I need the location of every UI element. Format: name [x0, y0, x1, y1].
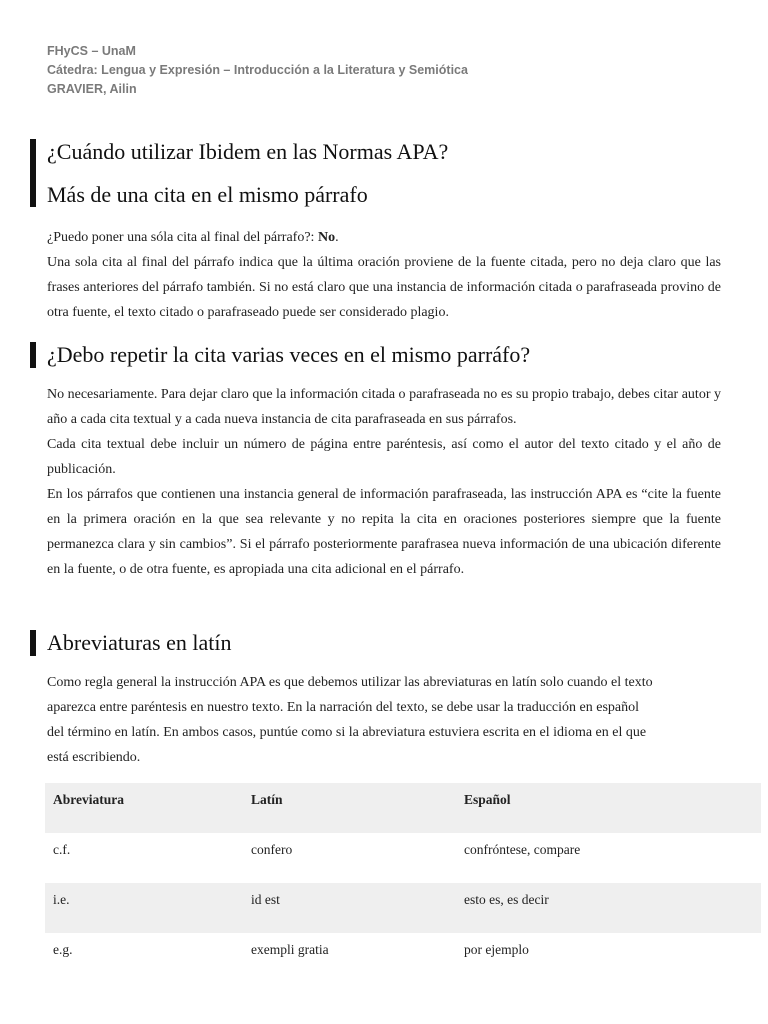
- table-cell: e.g.: [53, 942, 73, 957]
- answer-text: No: [317, 230, 336, 245]
- section-ibidem: [0, 137, 768, 325]
- paragraph: Cada cita textual debe incluir un número de página entre paréntesis, así como el autor del texto citado y el año de publicación.: [47, 437, 721, 477]
- heading-multiple-citations: Más de una cita en el mismo párrafo: [47, 182, 368, 207]
- table-row: [45, 833, 761, 883]
- paragraph-line: Como regla general la instrucción APA es que debemos utilizar las abreviaturas en latín solo cuando el texto: [47, 675, 653, 690]
- heading-latin-abbreviations: Abreviaturas en latín: [47, 630, 232, 655]
- document-header: [47, 42, 468, 99]
- table-row: [45, 933, 761, 983]
- column-header-abbreviation: Abreviatura: [53, 792, 124, 807]
- heading-bar: [30, 139, 36, 207]
- table-row: [45, 883, 761, 933]
- header-institution: FHyCS – UnaM: [47, 44, 136, 58]
- section-ibidem-body: [47, 225, 721, 325]
- question-text: ¿Puedo poner una sóla cita al final del párrafo?:: [47, 230, 318, 245]
- section-repeat-citation: [0, 342, 768, 582]
- section-repeat-heading: [0, 342, 768, 368]
- section-ibidem-heading: [0, 139, 768, 208]
- table-header-row: [45, 783, 761, 833]
- paragraph-line: aparezca entre paréntesis en nuestro texto. En la narración del texto, se debe usar la traducción en español: [47, 700, 640, 715]
- section-repeat-body: [47, 382, 721, 582]
- table-cell: c.f.: [53, 842, 71, 857]
- table-cell: i.e.: [53, 892, 70, 907]
- question-line: [47, 225, 721, 250]
- table-cell: por ejemplo: [464, 942, 529, 957]
- abbreviations-table: [45, 783, 761, 983]
- table-cell: confróntese, compare: [464, 842, 581, 857]
- table-cell: confero: [251, 842, 293, 857]
- heading-bar: [30, 342, 36, 368]
- column-header-latin: Latín: [251, 792, 283, 807]
- section-latin-abbreviations: [0, 630, 768, 770]
- header-course: Cátedra: Lengua y Expresión – Introducción a la Literatura y Semiótica: [47, 63, 468, 77]
- section-latin-body: [47, 670, 721, 770]
- paragraph: En los párrafos que contienen una instancia general de información parafraseada, las instrucción APA es “cite la fuente en la primera oración en la que sea relevante y no repita la cita en oraciones posteriores siempre que la fuente permanezca clara y sin cambios”. Si el párrafo posteriormente parafrasea nueva información de una ubicación diferente en la fuente, o de otra fuente, es apropiada una cita adicional en el párrafo.: [47, 487, 721, 577]
- answer-end: .: [335, 230, 339, 245]
- heading-repeat-citation: ¿Debo repetir la cita varias veces en el mismo parráfo?: [47, 342, 531, 367]
- paragraph-line: está escribiendo.: [47, 750, 141, 765]
- table-cell: esto es, es decir: [464, 892, 549, 907]
- table-cell: exempli gratia: [251, 942, 329, 957]
- header-author: GRAVIER, Ailin: [47, 82, 137, 96]
- paragraph: Una sola cita al final del párrafo indica que la última oración proviene de la fuente citada, pero no deja claro que las frases anteriores del párrafo también. Si no está claro que una instancia de información citada o parafraseada provino de otra fuente, el texto citado o parafraseado puede ser considerado plagio.: [47, 255, 721, 320]
- heading-bar: [30, 630, 36, 656]
- section-latin-heading: [0, 630, 768, 656]
- column-header-spanish: Español: [464, 792, 511, 807]
- paragraph: No necesariamente. Para dejar claro que la información citada o parafraseada no es su propio trabajo, debes citar autor y año a cada cita textual y a cada nueva instancia de cita parafraseada en sus párrafos.: [47, 387, 721, 427]
- paragraph-line: del término en latín. En ambos casos, puntúe como si la abreviatura estuviera escrita en el idioma en el que: [47, 725, 647, 740]
- table-cell: id est: [251, 892, 280, 907]
- heading-ibidem: ¿Cuándo utilizar Ibidem en las Normas APA?: [47, 139, 449, 164]
